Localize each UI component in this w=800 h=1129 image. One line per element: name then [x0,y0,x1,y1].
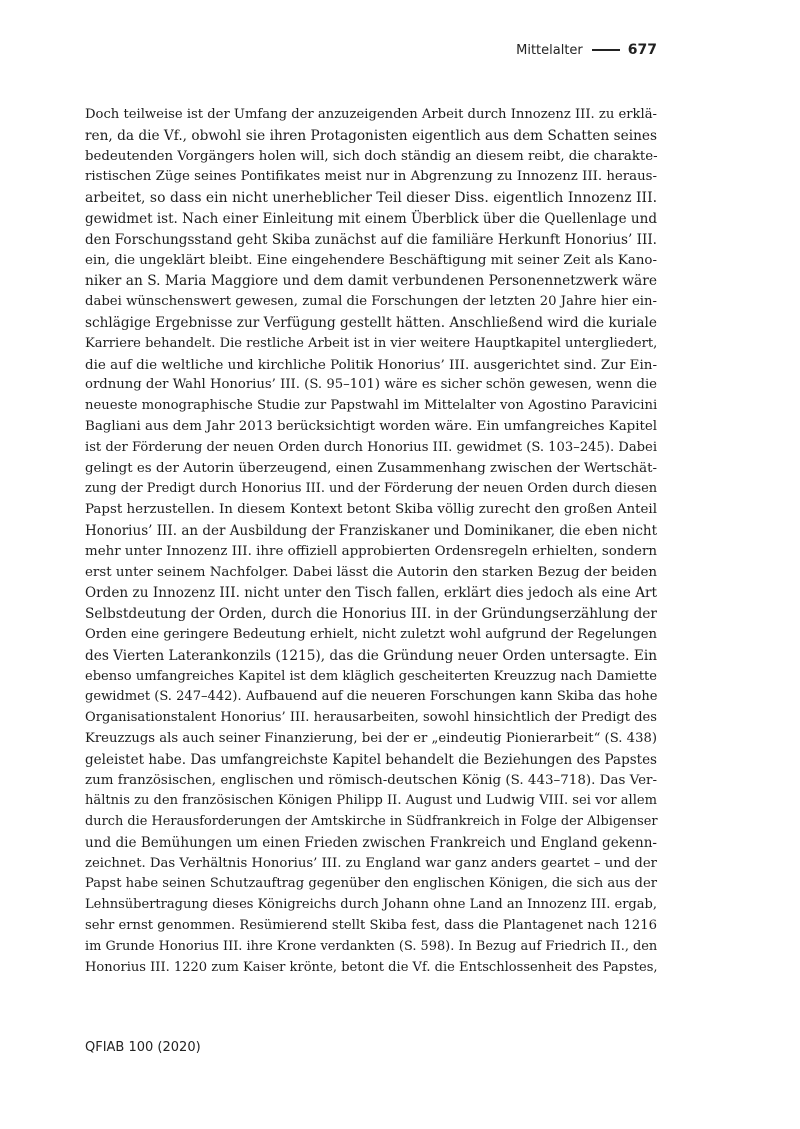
text-line: ren, da die Vf., obwohl sie ihren Protagonisten eigentlich aus dem Schatten seines [85,127,657,144]
text-line: neueste monographische Studie zur Papstwahl im Mittelalter von Agostino Paravicini [85,398,658,414]
text-line: Organisationstalent Honorius’ III. herausarbeiten, sowohl hinsichtlich der Predigt des [85,710,657,726]
text-line: zeichnet. Das Verhältnis Honorius’ III. zu England war ganz anders geartet – und der [85,855,657,871]
text-line: die auf die weltliche und kirchliche Politik Honorius’ III. ausgerichtet sind. Zur Ein- [85,356,658,373]
text-line: gewidmet (S. 247–442). Aufbauend auf die neueren Forschungen kann Skiba das hohe [85,689,658,705]
text-line: bedeutenden Vorgängers holen will, sich doch ständig an diesem reibt, die charakte- [85,148,658,164]
text-line: mehr unter Innozenz III. ihre offiziell approbierten Ordensregeln erhielten, sondern [85,543,657,559]
text-line: ristischen Züge seines Pontifikates meist nur in Abgrenzung zu Innozenz III. heraus- [85,169,657,185]
page-number: 677 [627,42,657,58]
text-line: sehr ernst genommen. Resümierend stellt Skiba fest, dass die Plantagenet nach 1216 [85,918,657,934]
text-line: im Grunde Honorius III. ihre Krone verdankten (S. 598). In Bezug auf Friedrich II., den [85,938,658,954]
text-line: Selbstdeutung der Orden, durch die Honorius III. in der Gründungserzählung der [85,606,657,623]
text-line: gelingt es der Autorin überzeugend, einen Zusammenhang zwischen der Wertschät- [85,460,657,476]
text-line: Karriere behandelt. Die restliche Arbeit ist in vier weitere Hauptkapitel untergliedert, [85,335,658,351]
text-line: Lehnsübertragung dieses Königreichs durch Johann ohne Land an Innozenz III. ergab, [85,897,657,913]
text-line: ebenso umfangreiches Kapitel ist dem kläglich gescheiterten Kreuzzug nach Damiette [85,668,657,684]
text-line: zum französischen, englischen und römisch-deutschen König (S. 443–718). Das Ver- [85,772,657,788]
text-line: niker an S. Maria Maggiore und dem damit verbundenen Personennetzwerk wäre [85,273,657,290]
text-line: ist der Förderung der neuen Orden durch Honorius III. gewidmet (S. 103–245). Dabei [85,439,658,455]
text-line: Papst herzustellen. In diesem Kontext betont Skiba völlig zurecht den großen Anteil [85,502,657,518]
text-line: dabei wünschenswert gewesen, zumal die Forschungen der letzten 20 Jahre hier ein- [85,294,657,310]
text-line: gewidmet ist. Nach einer Einleitung mit einem Überblick über die Quellenlage und [85,210,657,227]
footer-journal: QFIAB 100 (2020) [85,1040,201,1055]
running-head [516,42,657,58]
text-line: ein, die ungeklärt bleibt. Eine eingehendere Beschäftigung mit seiner Zeit als Kano- [85,252,657,268]
text-line: zung der Predigt durch Honorius III. und der Förderung der neuen Orden durch diesen [85,481,657,497]
text-line: Kreuzzugs als auch seiner Finanzierung, bei der er „eindeutig Pionierarbeit“ (S. 438) [85,730,657,746]
text-line: Doch teilweise ist der Umfang der anzuzeigenden Arbeit durch Innozenz III. zu erklä- [85,107,657,122]
text-line: hältnis zu den französischen Königen Philipp II. August und Ludwig VIII. sei vor allem [85,793,657,809]
text-line: durch die Herausforderungen der Amtskirche in Südfrankreich in Folge der Albigenser [85,814,658,830]
text-line: schlägige Ergebnisse zur Verfügung gestellt hätten. Anschließend wird die kuriale [85,314,657,331]
text-line: Papst habe seinen Schutzauftrag gegenüber den englischen Königen, die sich aus der [85,876,657,892]
text-line: arbeitet, so dass ein nicht unerheblicher Teil dieser Diss. eigentlich Innozenz III. [85,190,657,207]
text-line: und die Bemühungen um einen Frieden zwischen Frankreich und England gekenn- [85,834,657,851]
section-title: Mittelalter [516,42,583,58]
text-line: erst unter seinem Nachfolger. Dabei lässt die Autorin den starken Bezug der beiden [85,564,657,580]
text-line: geleistet habe. Das umfangreichste Kapitel behandelt die Beziehungen des Papstes [85,751,657,768]
text-line: den Forschungsstand geht Skiba zunächst auf die familiäre Herkunft Honorius’ III. [85,231,657,248]
text-line: des Vierten Laterankonzils (1215), das die Gründung neuer Orden untersagte. Ein [85,647,657,664]
body-text [85,105,657,978]
text-line: ordnung der Wahl Honorius’ III. (S. 95–101) wäre es sicher schön gewesen, wenn die [85,377,657,393]
text-line: Honorius’ III. an der Ausbildung der Franziskaner und Dominikaner, die eben nicht [85,522,657,539]
header-rule [592,49,620,51]
text-line: Orden eine geringere Bedeutung erhielt, nicht zuletzt wohl aufgrund der Regelungen [85,626,657,642]
text-line: Bagliani aus dem Jahr 2013 berücksichtigt worden wäre. Ein umfangreiches Kapitel [85,418,658,434]
text-line: Honorius III. 1220 zum Kaiser krönte, betont die Vf. die Entschlossenheit des Papstes, [85,959,658,975]
text-line: Orden zu Innozenz III. nicht unter den Tisch fallen, erklärt dies jedoch als eine Art [85,585,657,602]
